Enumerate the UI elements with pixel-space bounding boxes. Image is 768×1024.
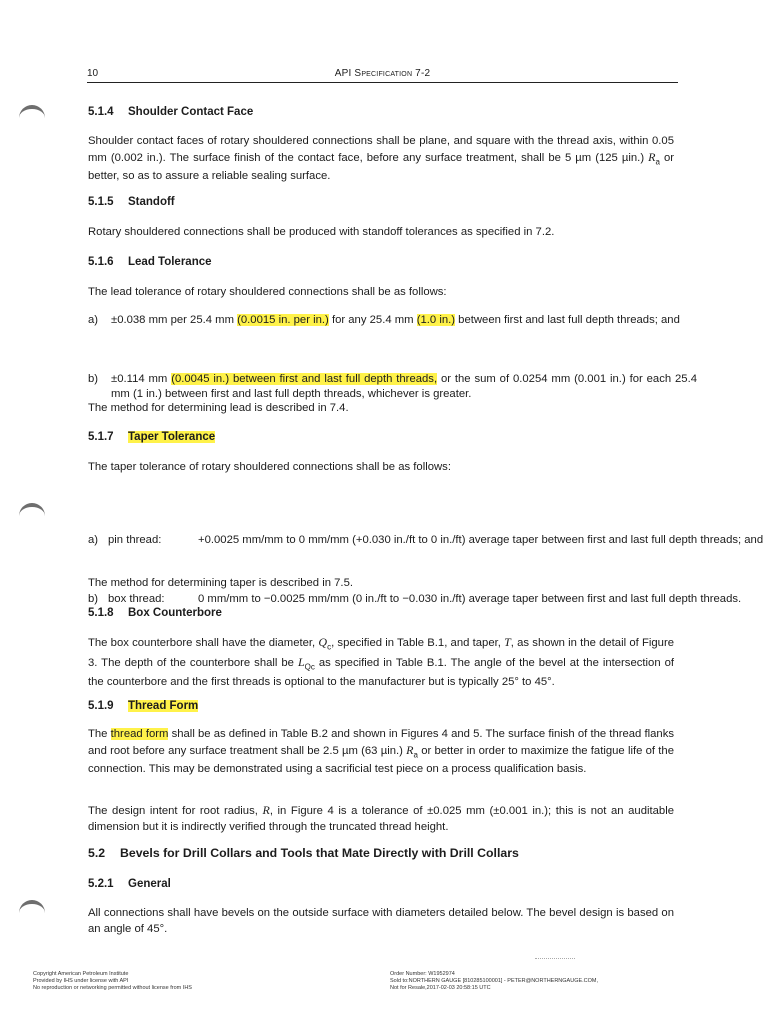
list-item-lead-b: b) ±0.114 mm (0.0045 in.) between first and last full depth threads, or the sum of 0.0254 mm (0.001 in.) for each 25.4 mm (1 in.) between first and last full depth threads, whichever is greater. (88, 372, 697, 400)
paragraph-taper-method: The method for determining taper is described in 7.5. (88, 577, 353, 589)
paragraph-standoff: Rotary shouldered connections shall be produced with standoff tolerances as specified in 7.2. (88, 226, 555, 238)
highlighted-text: (0.0015 in. per in.) (237, 314, 329, 326)
section-heading-5-1-9: 5.1.9 Thread Form (88, 700, 199, 712)
section-heading-5-1-8: 5.1.8 Box Counterbore (88, 607, 222, 619)
highlighted-text: Taper Tolerance (128, 431, 216, 443)
paragraph-taper-intro: The taper tolerance of rotary shouldered connections shall be as follows: (88, 461, 451, 473)
paragraph-lead-method: The method for determining lead is described in 7.4. (88, 402, 349, 414)
page-header (87, 66, 678, 83)
section-heading-5-1-7: 5.1.7 Taper Tolerance (88, 431, 216, 443)
section-heading-5-1-6: 5.1.6 Lead Tolerance (88, 256, 212, 268)
section-heading-5-1-4: 5.1.4 Shoulder Contact Face (88, 106, 254, 118)
paragraph-root-radius: The design intent for root radius, R, in Figure 4 is a tolerance of ±0.025 mm (±0.001 in.); this is not an auditable dimension but it is indirectly verified through the truncated thread height. (88, 803, 674, 833)
list-item-taper-box: b) box thread: 0 mm/mm to −0.0025 mm/mm (0 in./ft to −0.030 in./ft) average taper between first and last full depth threads. (88, 593, 742, 605)
section-heading-5-2: 5.2 Bevels for Drill Collars and Tools that Mate Directly with Drill Collars (88, 846, 519, 860)
footer-copyright: Copyright American Petroleum Institute Provided by IHS under license with API No reproduction or networking permitted without license from IHS (33, 971, 192, 991)
list-item-lead-a: a) ±0.038 mm per 25.4 mm (0.0015 in. per in.) for any 25.4 mm (1.0 in.) between first and last full depth threads; and (88, 314, 680, 326)
paragraph-bevels-general: All connections shall have bevels on the outside surface with diameters detailed below. The bevel design is based on an angle of 45°. (88, 907, 674, 935)
highlighted-text: (1.0 in.) (416, 314, 456, 326)
section-heading-5-1-5: 5.1.5 Standoff (88, 196, 175, 208)
paragraph-shoulder-contact: Shoulder contact faces of rotary shouldered connections shall be plane, and square with the thread axis, within 0.05 mm (0.002 in.). The surface finish of the contact face, before any surface treatment, shall be 5 µm (125 µin.) $R_a$ or better, so as to assure a reliable sealing surface. (88, 135, 675, 183)
punch-hole-mark (19, 503, 45, 521)
punch-hole-mark (19, 900, 45, 918)
list-item-taper-pin: a) pin thread: +0.0025 mm/mm to 0 mm/mm (+0.030 in./ft to 0 in./ft) average taper between first and last full depth threads; and (88, 533, 764, 546)
footer-order-info: Order Number: W1952974 Sold to:NORTHERN GAUGE [810285100001] - PETER@NORTHERNGAUGE.COM, Not for Resale,2017-02-03 20:58:15 UTC (390, 971, 599, 991)
document-title: API Specification 7-2 (334, 68, 431, 79)
highlighted-text: thread form (110, 728, 169, 740)
paragraph-box-counterbore: The box counterbore shall have the diameter, $Q_c$, specified in Table B.1, and taper, T, as shown in the detail of Figure 3. The depth of the counterbore shall be $L_{Qc}$ as specified in Table B.1. The angle of the bevel at the intersection of the counterbore and the first threads is optional to the manufacturer but is typically 25° to 45°. (88, 635, 674, 688)
section-heading-5-2-1: 5.2.1 General (88, 878, 171, 890)
scan-smudge (535, 958, 575, 960)
paragraph-thread-form: The thread form shall be as defined in Table B.2 and shown in Figures 4 and 5. The surface finish of the thread flanks and root before any surface treatment shall be 2.5 µm (63 µin.) $R_a$ or better in order to maximize the fatigue life of the connection. This may be demonstrated using a sacrificial test piece on a process qualification basis. (88, 728, 675, 776)
page-number: 10 (87, 68, 99, 79)
paragraph-lead-intro: The lead tolerance of rotary shouldered connections shall be as follows: (88, 286, 447, 298)
highlighted-text: Thread Form (128, 700, 199, 712)
punch-hole-mark (19, 105, 45, 123)
highlighted-text: (0.0045 in.) between first and last full depth threads, (171, 372, 438, 385)
